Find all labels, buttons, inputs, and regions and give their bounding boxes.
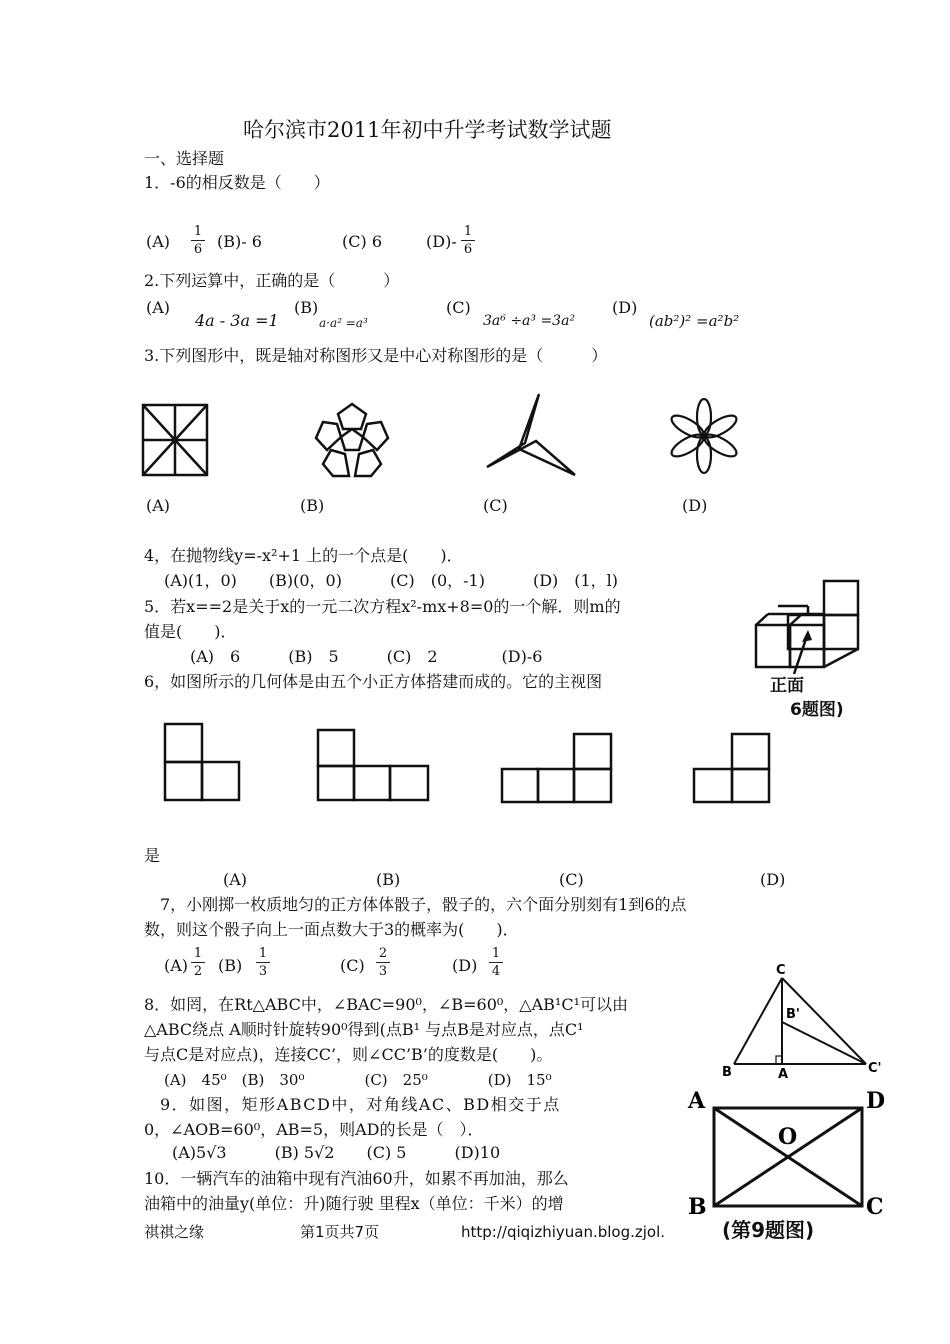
q2-option-a-expr: 4a - 3a =1: [195, 311, 279, 330]
q8-fig-label-bprime: B': [786, 1007, 800, 1022]
q3-figure-c-threepoint: [484, 391, 579, 476]
q5-options: (A) 6 (B) 5 (C) 2 (D)-6: [190, 647, 543, 666]
q2-option-b-expr: a·a² =a³: [319, 316, 368, 330]
q3-stem: 3.下列图形中，既是轴对称图形又是中心对称图形的是（ ）: [144, 346, 608, 365]
q7-option-a-label: (A): [164, 956, 189, 975]
q3-figure-d-flower: [666, 398, 742, 474]
fraction-denominator: 6: [463, 242, 473, 257]
q7-option-c-label: (C): [340, 956, 365, 975]
q8-fig-label-b: B: [722, 1065, 732, 1080]
q8-options: (A) 45⁰ (B) 30⁰ (C) 25⁰ (D) 15⁰: [164, 1071, 552, 1089]
q5-stem-line1: 5．若x==2是关于x的一元二次方程x²-mx+8=0的一个解．则m的: [144, 597, 621, 616]
q8-fig-label-cprime: C': [868, 1061, 882, 1076]
q7-option-d-label: (D): [452, 956, 478, 975]
q8-fig-label-c: C: [776, 963, 786, 978]
q6-view-b: [316, 728, 430, 802]
q1-option-d-fraction: [461, 224, 475, 257]
q3-label-d: (D): [682, 496, 708, 515]
q9-fig-label-d: D: [866, 1088, 886, 1114]
q9-fig-label-c: C: [866, 1194, 884, 1220]
q6-stem-tail: 是: [144, 846, 161, 865]
q8-triangle-figure: [720, 960, 890, 1090]
q2-option-c-expr: 3a⁶ ÷a³ =3a²: [483, 313, 576, 329]
page-title: 哈尔滨市2011年初中升学考试数学试题: [243, 118, 612, 142]
fraction-denominator: 4: [491, 964, 501, 979]
q9-stem-line2: 0，∠AOB=60⁰，AB=5，则AD的长是（ ）．: [144, 1120, 484, 1139]
fraction-numerator: 2: [378, 946, 388, 961]
q3-figure-a-pinwheel: [140, 402, 210, 478]
q6-cube-figure: [750, 578, 870, 678]
footer-page-number: 第1页共7页: [300, 1223, 380, 1241]
q10-stem-line2: 油箱中的油量y(单位：升)随行驶 里程x（单位：千米）的增: [144, 1194, 564, 1213]
q1-stem: 1．-6的相反数是（ ）: [144, 173, 330, 192]
q4-stem: 4，在抛物线y=-x²+1 上的一个点是( )．: [144, 546, 463, 565]
q8-fig-label-a: A: [778, 1067, 789, 1082]
q9-stem-line1: 9．如图，矩形ABCD中，对角线AC、BD相交于点: [160, 1095, 561, 1114]
q6-label-a: (A): [223, 870, 248, 889]
fraction-numerator: 1: [491, 946, 501, 961]
q6-view-a: [163, 722, 241, 802]
section-heading: 一、选择题: [144, 149, 225, 168]
fraction-denominator: 6: [193, 242, 203, 257]
q1-option-a-label: (A): [146, 232, 171, 251]
fraction-numerator: 1: [258, 946, 268, 961]
q3-label-a: (A): [146, 496, 171, 515]
footer-left: 祺祺之缘: [144, 1223, 205, 1241]
q7-option-b-label: (B): [218, 956, 243, 975]
q1-option-a-fraction: [191, 224, 205, 257]
q9-fig-label-o: O: [778, 1124, 798, 1150]
q7-option-c-fraction: [376, 946, 390, 979]
q8-stem-line1: 8．如罔，在Rt△ABC中，∠BAC=90⁰，∠B=60⁰，△AB¹C¹可以由: [144, 995, 628, 1014]
q6-label-d: (D): [760, 870, 786, 889]
q6-label-b: (B): [376, 870, 401, 889]
q1-option-b: (B)- 6: [217, 232, 262, 251]
fraction-denominator: 3: [258, 964, 268, 979]
q6-view-d: [692, 732, 772, 804]
q9-options: (A)5√3 (B) 5√2 (C) 5 (D)10: [172, 1143, 501, 1162]
fraction-denominator: 2: [193, 964, 203, 979]
q9-fig-caption: (第9题图): [722, 1218, 815, 1242]
footer-url[interactable]: http://qiqizhiyuan.blog.zjol.: [461, 1223, 666, 1241]
q3-label-c: (C): [483, 496, 508, 515]
q10-stem-line1: 10．一辆汽车的油箱中现有汽油60升，如累不再加油，那么: [144, 1169, 569, 1188]
q7-option-b-fraction: [256, 946, 270, 979]
q9-fig-label-a: A: [688, 1088, 706, 1114]
q7-stem-line2: 数，则这个骰子向上一面点数大于3的概率为( )．: [144, 920, 519, 939]
fraction-numerator: 1: [463, 224, 473, 239]
q6-label-c: (C): [559, 870, 584, 889]
q2-option-a-label: (A): [146, 298, 171, 317]
q6-stem: 6，如图所示的几何体是由五个小正方体搭建而成的。它的主视图: [144, 672, 603, 691]
q7-stem-line1: 7，小刚掷一枚质地匀的正方体体骰子，骰子的，六个面分别刻有1到6的点: [160, 895, 687, 914]
q6-fig-front-label: 正面: [770, 676, 804, 696]
q1-option-d-label: (D)-: [426, 232, 457, 251]
q2-option-c-label: (C): [446, 298, 471, 317]
q2-stem: 2.下列运算中，正确的是（ ）: [144, 271, 400, 290]
fraction-numerator: 1: [193, 946, 203, 961]
q8-stem-line2: △ABC绕点 A顺时针旋转90⁰得到(点B¹ 与点B是对应点，点C¹: [144, 1020, 584, 1039]
q2-option-b-label: (B): [294, 298, 319, 317]
q9-fig-label-b: B: [688, 1194, 707, 1220]
fraction-numerator: 1: [193, 224, 203, 239]
q3-label-b: (B): [300, 496, 325, 515]
q7-option-d-fraction: [489, 946, 503, 979]
fraction-denominator: 3: [378, 964, 388, 979]
q2-option-d-label: (D): [612, 298, 638, 317]
q4-options: (A)(1，0) (B)(0，0) (C) (0，-1) (D) (1，l): [164, 571, 619, 590]
q5-stem-line2: 值是( )．: [144, 622, 237, 641]
q1-option-c: (C) 6: [342, 232, 382, 251]
q2-option-d-expr: (ab²)² =a²b²: [649, 312, 740, 330]
q6-view-c: [500, 732, 614, 804]
q3-figure-b-pentagons: [313, 402, 391, 478]
q7-option-a-fraction: [191, 946, 205, 979]
q6-fig-caption: 6题图): [790, 700, 844, 720]
q8-stem-line3: 与点C是对应点)，连接CC’，则∠CC’B’的度数是( )。: [144, 1045, 553, 1064]
